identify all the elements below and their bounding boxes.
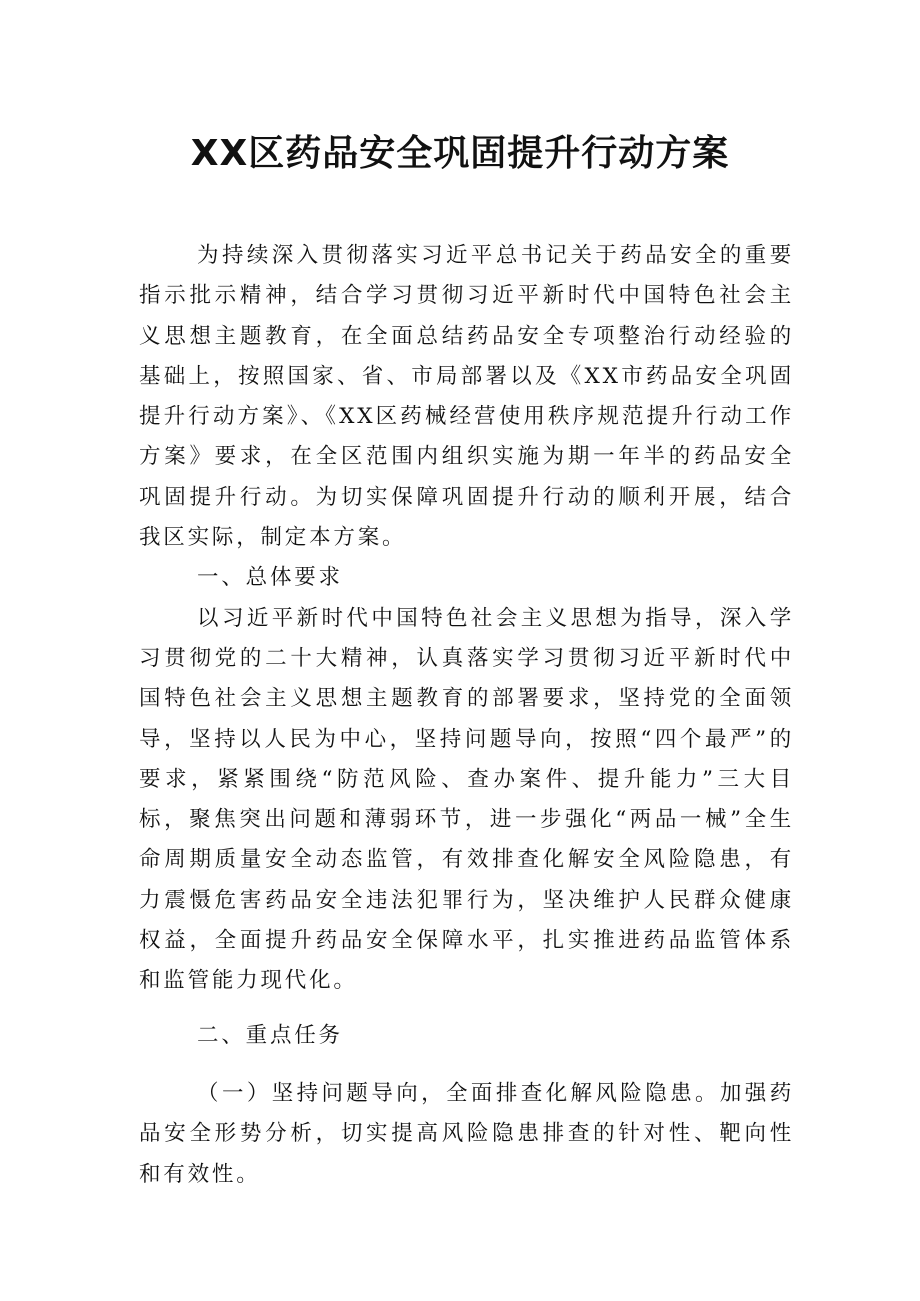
section-heading-key-tasks: 二、重点任务 [197,1022,343,1048]
document-body [139,236,794,1195]
general-requirements-paragraph: 以习近平新时代中国特色社会主义思想为指导，深入学习贯彻党的二十大精神，认真落实学习贯彻习近平新时代中国特色社会主义思想主题教育的部署要求，坚持党的全面领导，坚持以人民为中心，坚持问题导向，按照“四个最严”的要求，紧紧围绕“防范风险、查办案件、提升能力”三大目标，聚焦突出问题和薄弱环节，进一步强化“两品一械”全生命周期质量安全动态监管，有效排查化解安全风险隐患，有力震慑危害药品安全违法犯罪行为，坚决维护人民群众健康权益，全面提升药品安全保障水平，扎实推进药品监管体系和监管能力现代化。 [139,605,794,994]
section-heading-general-requirements: 一、总体要求 [197,565,343,591]
intro-paragraph: 为持续深入贯彻落实习近平总书记关于药品安全的重要指示批示精神，结合学习贯彻习近平新时代中国特色社会主义思想主题教育，在全面总结药品安全专项整治行动经验的基础上，按照国家、省、市局部署以及《XX市药品安全巩固提升行动方案》、《XX区药械经营使用秩序规范提升行动工作方案》要求，在全区范围内组织实施为期一年半的药品安全巩固提升行动。为切实保障巩固提升行动的顺利开展，结合我区实际，制定本方案。 [139,243,794,551]
key-task-1-paragraph: （一）坚持问题导向，全面排查化解风险隐患。加强药品安全形势分析，切实提高风险隐患排查的针对性、靶向性和有效性。 [139,1080,794,1187]
document-title: XX区药品安全巩固提升行动方案 [190,133,730,174]
